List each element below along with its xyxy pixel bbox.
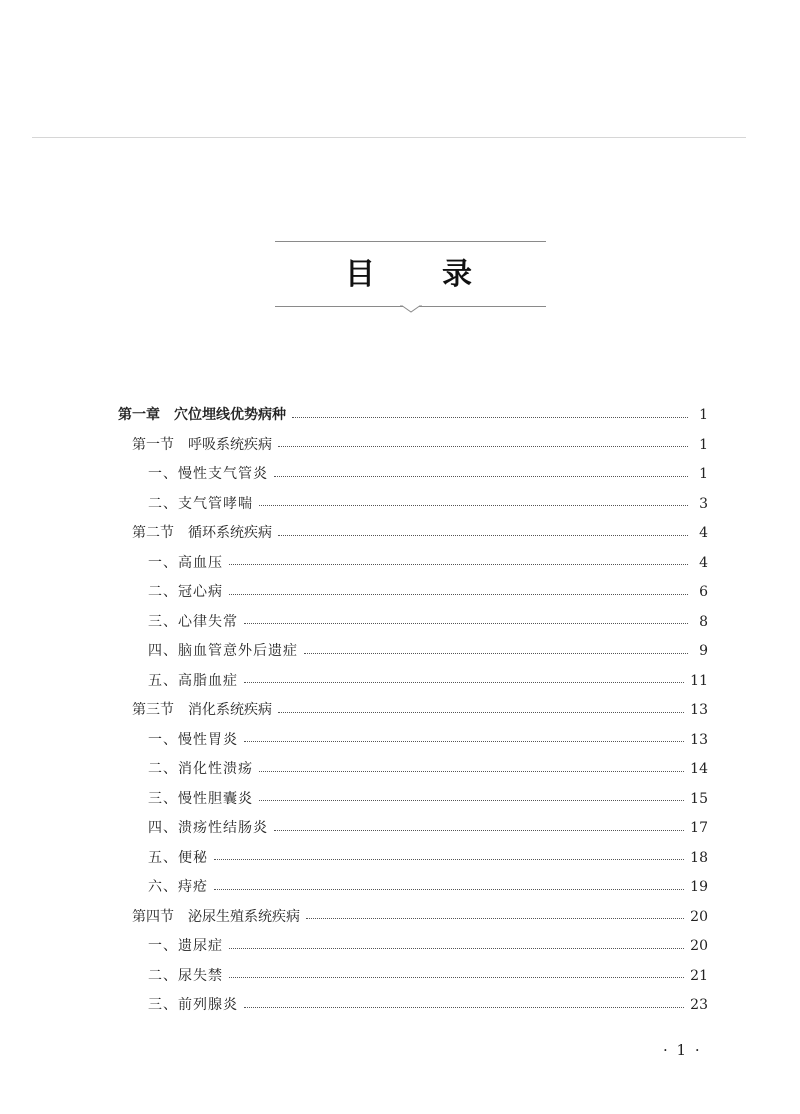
toc-entry-number: 第一节 bbox=[132, 436, 174, 453]
toc-entry-text: 二、尿失禁 bbox=[148, 967, 223, 984]
toc-entry-item bbox=[118, 460, 708, 488]
toc-entry-label bbox=[118, 401, 286, 429]
toc-entry-page: 14 bbox=[690, 761, 708, 777]
page-number: · 1 · bbox=[663, 1041, 702, 1059]
toc-entry-text: 三、前列腺炎 bbox=[148, 997, 238, 1013]
toc-entry-label bbox=[118, 814, 268, 842]
toc-entry-label bbox=[118, 578, 223, 606]
toc-entry-text: 消化系统疾病 bbox=[188, 702, 272, 718]
toc-entry-text: 四、溃疡性结肠炎 bbox=[148, 820, 268, 836]
toc-leader-dots bbox=[278, 712, 684, 713]
toc-leader-dots bbox=[259, 771, 684, 772]
toc-entry-text: 泌尿生殖系统疾病 bbox=[188, 908, 300, 925]
title-notch-icon bbox=[400, 300, 422, 314]
toc-entry-item bbox=[118, 962, 708, 990]
toc-leader-dots bbox=[229, 564, 688, 565]
toc-entry-page: 3 bbox=[699, 495, 708, 512]
toc-entry-text: 呼吸系统疾病 bbox=[188, 436, 272, 453]
toc-leader-dots bbox=[278, 535, 688, 536]
toc-entry-page: 1 bbox=[699, 466, 708, 482]
toc-entry-text: 一、遗尿症 bbox=[148, 938, 223, 954]
toc-entry-item bbox=[118, 785, 708, 813]
toc-entry-label bbox=[118, 755, 253, 783]
toc-entry-text: 四、脑血管意外后遗症 bbox=[148, 643, 298, 659]
toc-entry-page: 15 bbox=[690, 790, 708, 807]
toc-entry-label bbox=[118, 873, 208, 901]
toc-entry-number: 第一章 bbox=[118, 407, 160, 423]
toc-entry-item bbox=[118, 637, 708, 665]
toc-leader-dots bbox=[244, 741, 684, 742]
toc-entry-label bbox=[118, 726, 238, 754]
toc-entry-page: 20 bbox=[690, 938, 708, 954]
toc-entry-page: 8 bbox=[699, 613, 708, 630]
toc-entry-page: 13 bbox=[690, 702, 708, 718]
toc-entry-item bbox=[118, 578, 708, 606]
title-char-left: 目 bbox=[345, 257, 375, 292]
toc-leader-dots bbox=[214, 859, 684, 860]
toc-leader-dots bbox=[278, 446, 688, 447]
toc-entry-text: 一、慢性支气管炎 bbox=[148, 466, 268, 482]
toc-entry-chapter bbox=[118, 401, 708, 429]
toc-entry-item bbox=[118, 814, 708, 842]
toc-entry-page: 20 bbox=[690, 908, 708, 925]
toc-entry-label bbox=[118, 637, 298, 665]
toc-entry-page: 23 bbox=[690, 997, 708, 1013]
toc-entry-item bbox=[118, 549, 708, 577]
toc-entry-item bbox=[118, 608, 708, 636]
toc-leader-dots bbox=[306, 918, 684, 919]
toc-entry-page: 17 bbox=[690, 820, 708, 836]
toc-entry-item bbox=[118, 667, 708, 695]
toc-entry-page: 1 bbox=[699, 436, 708, 453]
toc-title bbox=[275, 241, 546, 311]
toc-entry-number: 第三节 bbox=[132, 702, 174, 718]
toc-entry-item bbox=[118, 932, 708, 960]
toc-entry-page: 19 bbox=[690, 879, 708, 895]
toc-entry-text: 一、高血压 bbox=[148, 554, 223, 571]
toc-entry-label bbox=[118, 490, 253, 518]
toc-entry-label bbox=[118, 431, 272, 459]
toc-leader-dots bbox=[274, 476, 688, 477]
toc-entry-text: 三、慢性胆囊炎 bbox=[148, 790, 253, 807]
toc-leader-dots bbox=[259, 505, 688, 506]
toc-entry-text: 一、慢性胃炎 bbox=[148, 731, 238, 748]
toc-leader-dots bbox=[244, 682, 684, 683]
toc-entry-label bbox=[118, 696, 272, 724]
toc-entry-text: 二、消化性溃疡 bbox=[148, 761, 253, 777]
toc-entry-text: 循环系统疾病 bbox=[188, 525, 272, 541]
toc-entry-page: 4 bbox=[699, 554, 708, 571]
toc-entry-number: 第二节 bbox=[132, 525, 174, 541]
toc-leader-dots bbox=[214, 889, 684, 890]
toc-entry-label bbox=[118, 785, 253, 813]
toc-entry-section bbox=[118, 903, 708, 931]
toc-leader-dots bbox=[229, 594, 688, 595]
toc-entry-item bbox=[118, 844, 708, 872]
toc-entry-text: 二、冠心病 bbox=[148, 584, 223, 600]
toc-entry-label bbox=[118, 932, 223, 960]
toc-entry-item bbox=[118, 490, 708, 518]
toc-entry-page: 11 bbox=[690, 672, 708, 689]
toc-entry-item bbox=[118, 873, 708, 901]
toc-entry-page: 9 bbox=[699, 643, 708, 659]
toc-leader-dots bbox=[259, 800, 684, 801]
toc-entry-page: 1 bbox=[699, 407, 708, 423]
toc-entry-label bbox=[118, 608, 238, 636]
toc-entry-item bbox=[118, 991, 708, 1019]
toc-leader-dots bbox=[229, 948, 684, 949]
toc-entry-section bbox=[118, 696, 708, 724]
toc-leader-dots bbox=[244, 1007, 684, 1008]
toc-leader-dots bbox=[304, 653, 688, 654]
toc-entry-item bbox=[118, 726, 708, 754]
toc-entry-label bbox=[118, 903, 300, 931]
toc-entry-text: 穴位埋线优势病种 bbox=[174, 407, 286, 423]
toc-entry-page: 6 bbox=[699, 584, 708, 600]
toc-entry-section bbox=[118, 431, 708, 459]
toc-entry-section bbox=[118, 519, 708, 547]
toc-entry-page: 18 bbox=[690, 849, 708, 866]
title-char-right: 录 bbox=[442, 257, 472, 292]
toc-entry-label bbox=[118, 962, 223, 990]
toc-entry-label bbox=[118, 991, 238, 1019]
toc-leader-dots bbox=[292, 417, 688, 418]
toc-leader-dots bbox=[244, 623, 688, 624]
toc-entry-number: 第四节 bbox=[132, 908, 174, 925]
toc-entry-text: 五、便秘 bbox=[148, 849, 208, 866]
toc-entry-label bbox=[118, 519, 272, 547]
toc-entry-label bbox=[118, 844, 208, 872]
toc-entry-text: 二、支气管哮喘 bbox=[148, 495, 253, 512]
toc-leader-dots bbox=[274, 830, 684, 831]
toc-entry-text: 三、心律失常 bbox=[148, 613, 238, 630]
toc-entry-page: 13 bbox=[690, 731, 708, 748]
toc-entry-label bbox=[118, 460, 268, 488]
toc-entry-item bbox=[118, 755, 708, 783]
toc-entry-page: 21 bbox=[690, 967, 708, 984]
toc-entry-label bbox=[118, 667, 238, 695]
title-top-rule bbox=[275, 241, 546, 242]
header-rule bbox=[32, 137, 746, 138]
toc-entry-text: 六、痔疮 bbox=[148, 879, 208, 895]
toc-entry-page: 4 bbox=[699, 525, 708, 541]
toc-entry-label bbox=[118, 549, 223, 577]
toc-leader-dots bbox=[229, 977, 684, 978]
toc-entry-text: 五、高脂血症 bbox=[148, 672, 238, 689]
